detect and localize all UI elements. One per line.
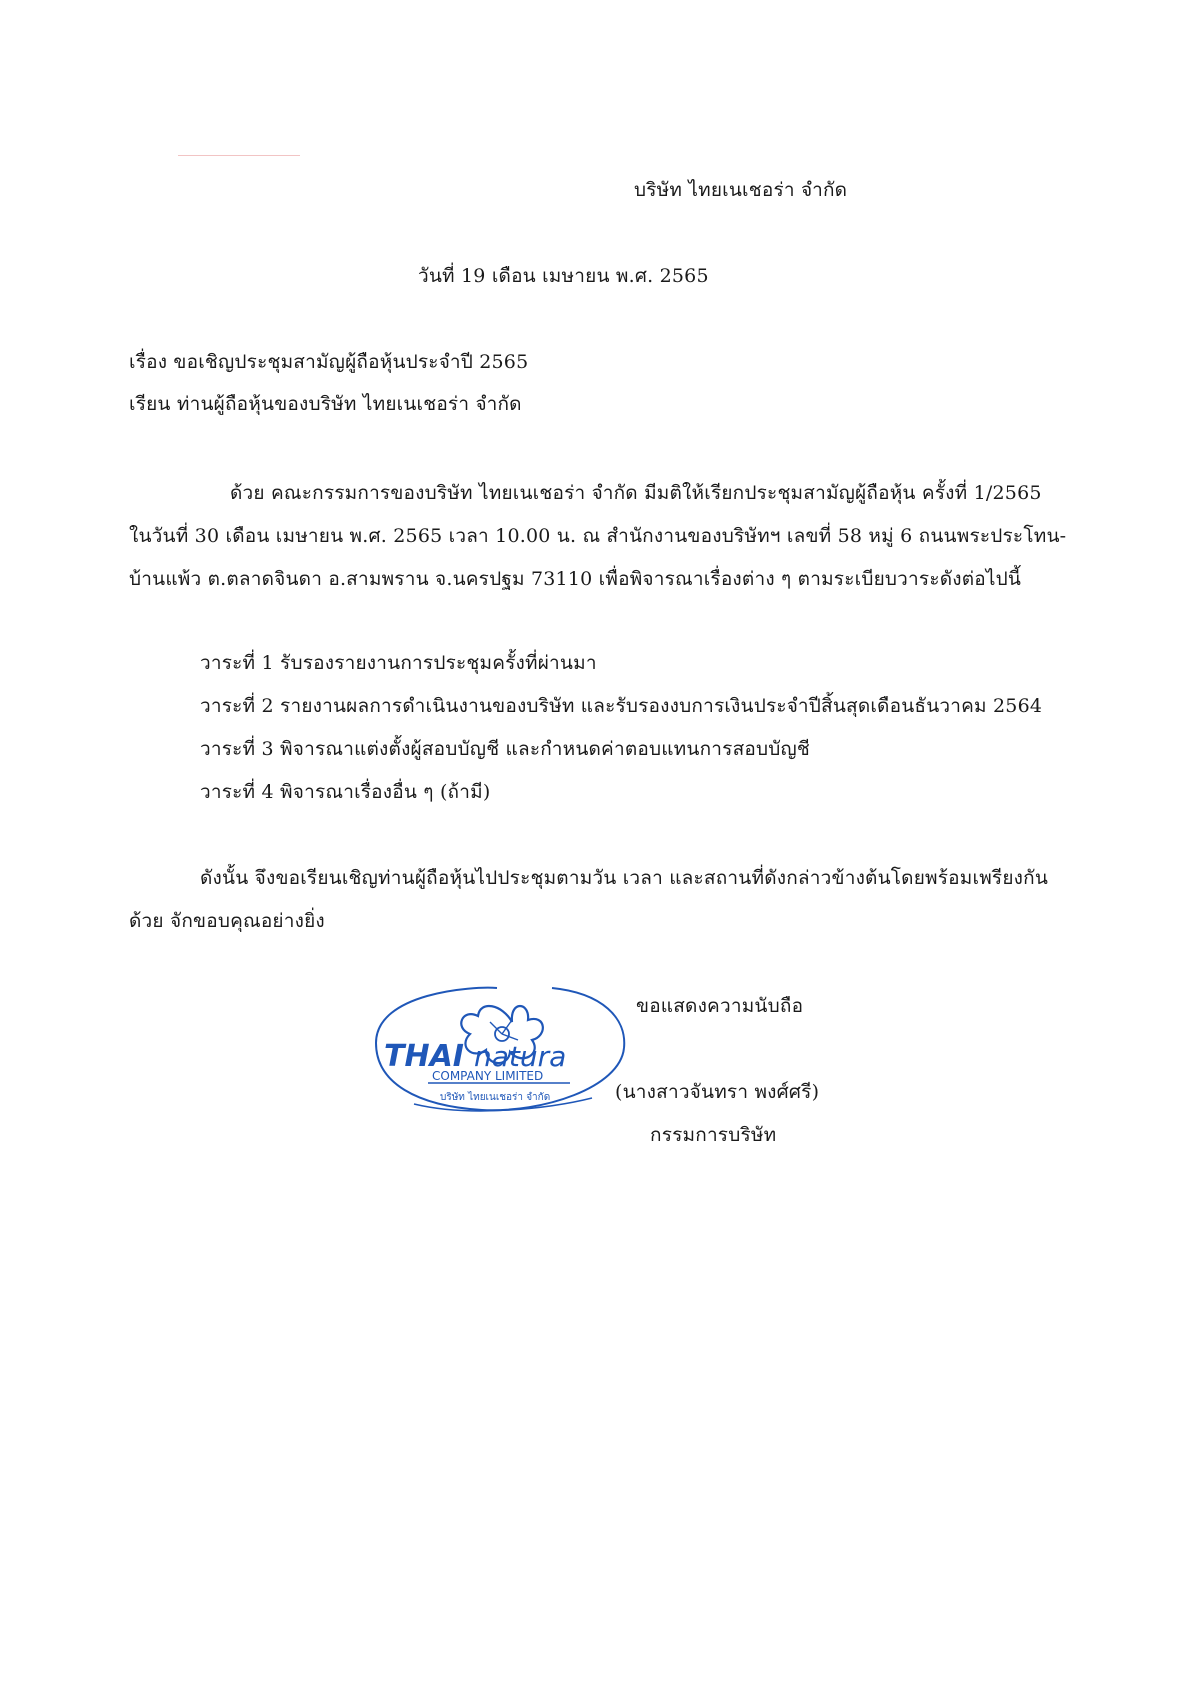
date-line: วันที่ 19 เดือน เมษายน พ.ศ. 2565 — [418, 265, 709, 287]
closing-line-2: ด้วย จักขอบคุณอย่างยิ่ง — [129, 910, 325, 932]
signatory-position: กรรมการบริษัท — [650, 1124, 777, 1146]
letterhead-mark — [178, 155, 300, 156]
signatory-name: (นางสาวจันทรา พงศ์ศรี) — [615, 1081, 820, 1103]
company-stamp — [362, 948, 632, 1123]
subject-line: เรื่อง ขอเชิญประชุมสามัญผู้ถือหุ้นประจำปี 2565 — [129, 351, 529, 373]
closing-line-1: ดังนั้น จึงขอเรียนเชิญท่านผู้ถือหุ้นไปประชุมตามวัน เวลา และสถานที่ดังกล่าวข้างต้นโดยพร้อมเพรียงกัน — [200, 867, 1049, 889]
body-line-3: บ้านแพ้ว ต.ตลาดจินดา อ.สามพราน จ.นครปฐม 73110 เพื่อพิจารณาเรื่องต่าง ๆ ตามระเบียบวาระดังต่อไปนี้ — [129, 568, 1022, 590]
addressee-line: เรียน ท่านผู้ถือหุ้นของบริษัท ไทยเนเชอร่า จำกัด — [129, 393, 522, 415]
stamp-thai-text: THAI — [384, 1039, 464, 1074]
agenda-item-3: วาระที่ 3 พิจารณาแต่งตั้งผู้สอบบัญชี และกำหนดค่าตอบแทนการสอบบัญชี — [200, 738, 810, 760]
body-line-2: ในวันที่ 30 เดือน เมษายน พ.ศ. 2565 เวลา 10.00 น. ณ สำนักงานของบริษัทฯ เลขที่ 58 หมู่ 6 ถนนพระประโทน- — [129, 525, 1067, 547]
stamp-thai-name: บริษัท ไทยเนเชอร่า จำกัด — [440, 1092, 551, 1103]
agenda-item-1: วาระที่ 1 รับรองรายงานการประชุมครั้งที่ผ่านมา — [200, 652, 597, 674]
agenda-item-2: วาระที่ 2 รายงานผลการดำเนินงานของบริษัท และรับรองงบการเงินประจำปีสิ้นสุดเดือนธันวาคม 2564 — [200, 695, 1043, 717]
agenda-item-4: วาระที่ 4 พิจารณาเรื่องอื่น ๆ (ถ้ามี) — [200, 781, 491, 803]
body-line-1: ด้วย คณะกรรมการของบริษัท ไทยเนเชอร่า จำกัด มีมติให้เรียกประชุมสามัญผู้ถือหุ้น ครั้งที่ 1/2565 — [230, 482, 1042, 504]
stamp-natura-text: natura — [474, 1040, 567, 1073]
stamp-company-limited: COMPANY LIMITED — [432, 1069, 544, 1083]
regards-text: ขอแสดงความนับถือ — [636, 995, 804, 1017]
company-header: บริษัท ไทยเนเชอร่า จำกัด — [634, 179, 848, 201]
